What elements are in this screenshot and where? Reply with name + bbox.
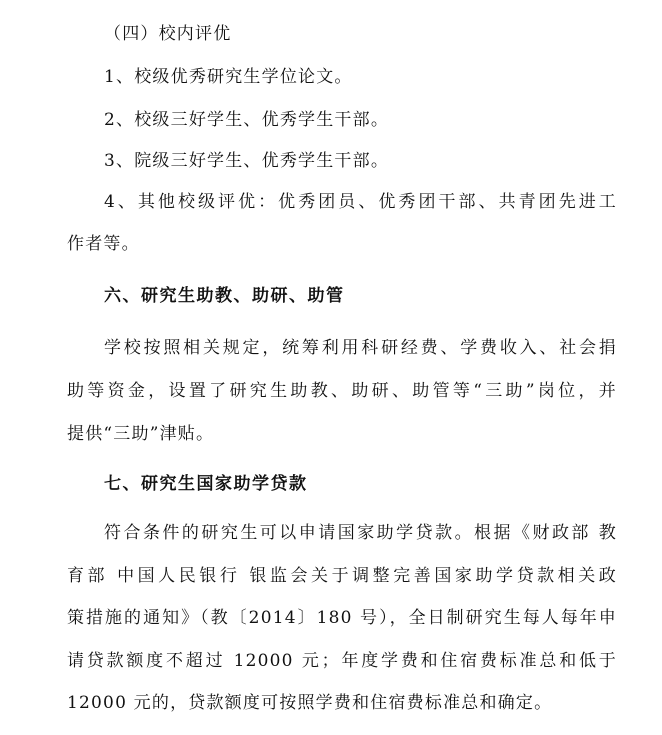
list-item-continuation: 作者等。 (67, 234, 140, 254)
list-item: 2、校级三好学生、优秀学生干部。 (104, 110, 390, 130)
paragraph-line: 提供“三助”津贴。 (67, 424, 215, 444)
list-item: 1、校级优秀研究生学位论文。 (104, 67, 353, 87)
paragraph-line: 请贷款额度不超过 12000 元；年度学费和住宿费标准总和低于 (67, 651, 617, 671)
paragraph-line: 符合条件的研究生可以申请国家助学贷款。根据《财政部 教 (104, 523, 617, 543)
section-four-title: （四）校内评优 (104, 24, 232, 44)
paragraph-line: 策措施的通知》（教〔2014〕180 号），全日制研究生每人每年申 (67, 608, 617, 628)
section-six-heading: 六、研究生助教、助研、助管 (104, 286, 345, 306)
paragraph-line: 育部 中国人民银行 银监会关于调整完善国家助学贷款相关政 (67, 566, 617, 586)
paragraph-line: 助等资金，设置了研究生助教、助研、助管等“三助”岗位，并 (67, 381, 617, 401)
paragraph-line: 12000 元的，贷款额度可按照学费和住宿费标准总和确定。 (67, 693, 553, 713)
list-item: 4、其他校级评优：优秀团员、优秀团干部、共青团先进工 (104, 192, 617, 212)
paragraph-line: 学校按照相关规定，统筹利用科研经费、学费收入、社会捐 (104, 338, 617, 358)
list-item: 3、院级三好学生、优秀学生干部。 (104, 151, 390, 171)
section-seven-heading: 七、研究生国家助学贷款 (104, 474, 308, 494)
